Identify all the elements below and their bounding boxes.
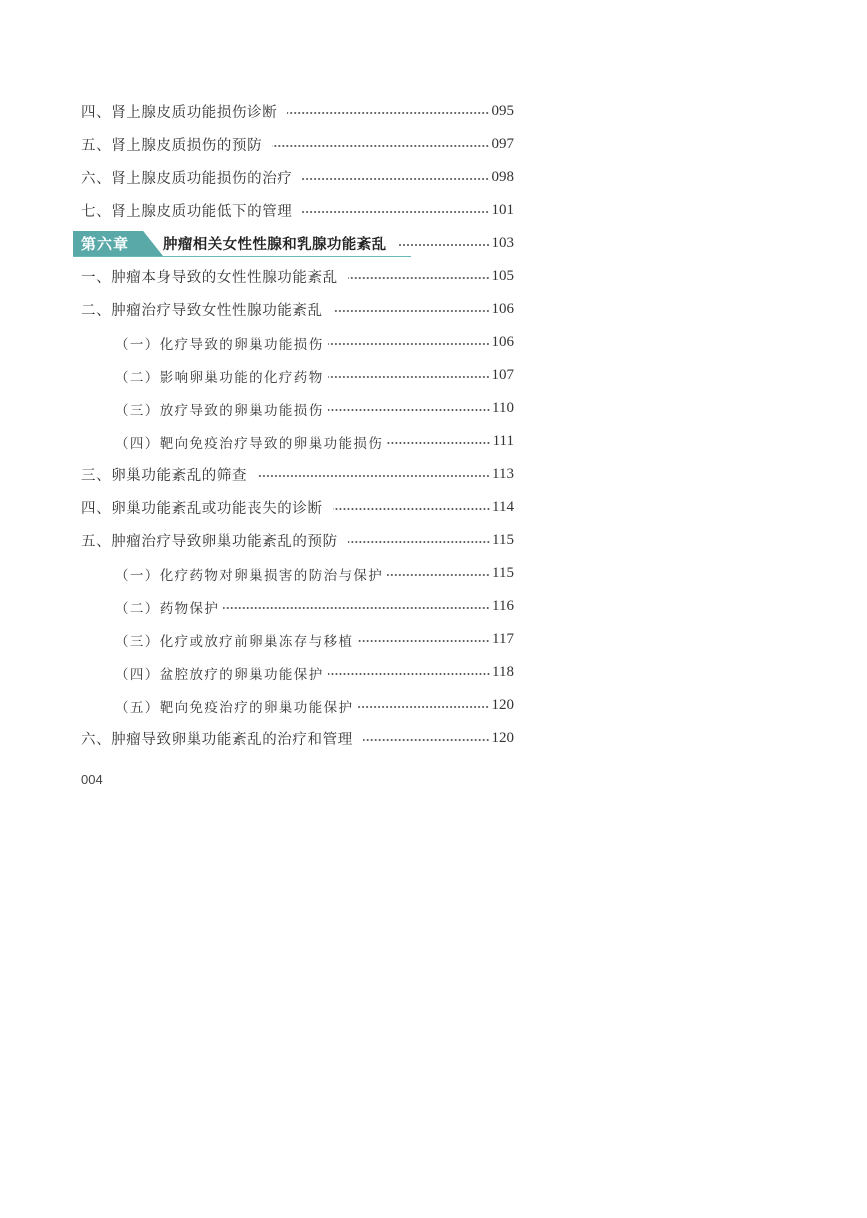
toc-subentry-title: （一）化疗导致的卵巢功能损伤 [115,336,324,353]
toc-entry-page: 106 [491,301,514,317]
dot-leader [387,442,490,444]
toc-subentry[interactable] [81,392,514,425]
toc-entry-page: 114 [492,499,514,515]
dot-leader [357,706,489,708]
toc-subentry[interactable] [81,590,514,623]
toc-entry-title: 四、肾上腺皮质功能损伤诊断 [81,105,278,121]
dot-leader [348,277,490,279]
toc-entry-page: 101 [491,202,514,218]
toc-entry-page: 095 [491,103,514,119]
toc-chapter-entry[interactable] [81,227,514,260]
dot-leader [387,574,490,576]
toc-entry-title: 三、卵巢功能紊乱的筛查 [81,468,248,484]
toc-entry-title: 六、肾上腺皮质功能损伤的治疗 [81,171,293,187]
dot-leader [328,673,490,675]
toc-subentry[interactable] [81,623,514,656]
toc-entry-page: 117 [492,631,514,647]
toc-entry-title: 四、卵巢功能紊乱或功能丧失的诊断 [81,501,323,517]
toc-entry-page: 097 [491,136,514,152]
toc-entry[interactable] [81,458,514,491]
toc-entry[interactable] [81,128,514,161]
chapter-number-label: 第六章 [81,235,130,253]
dot-leader [302,211,489,213]
page-number: 004 [81,772,103,787]
toc-entry-page: 107 [491,367,514,383]
toc-subentry[interactable] [81,656,514,689]
toc-entry[interactable] [81,194,514,227]
dot-leader [328,409,490,411]
toc-entry-page: 120 [491,697,514,713]
toc-subentry[interactable] [81,557,514,590]
toc-entry-page: 113 [492,466,514,482]
table-of-contents [81,95,514,755]
dot-leader [257,475,490,477]
toc-entry-page: 106 [491,334,514,350]
toc-entry[interactable] [81,722,514,755]
dot-leader [302,178,489,180]
toc-subentry-title: （二）影响卵巢功能的化疗药物 [115,369,324,386]
toc-entry-page: 115 [492,532,514,548]
dot-leader [357,640,490,642]
dot-leader [328,376,490,378]
toc-entry-title: 五、肾上腺皮质损伤的预防 [81,138,263,154]
toc-subentry-title: （四）靶向免疫治疗导致的卵巢功能损伤 [115,435,384,452]
toc-subentry[interactable] [81,359,514,392]
toc-entry-page: 098 [491,169,514,185]
toc-entry[interactable] [81,161,514,194]
toc-subentry-title: （一）化疗药物对卵巢损害的防治与保护 [115,567,384,584]
toc-entry-page: 116 [492,598,514,614]
toc-subentry-title: （二）药物保护 [115,600,220,617]
toc-subentry-title: （三）放疗导致的卵巢功能损伤 [115,402,324,419]
dot-leader [363,739,490,741]
dot-leader [333,310,490,312]
toc-subentry-title: （四）盆腔放疗的卵巢功能保护 [115,666,324,683]
chapter-title: 肿瘤相关女性性腺和乳腺功能紊乱 [163,237,387,253]
toc-entry[interactable] [81,491,514,524]
toc-subentry[interactable] [81,326,514,359]
toc-entry-page: 118 [492,664,514,680]
toc-entry[interactable] [81,293,514,326]
toc-entry-page: 115 [492,565,514,581]
toc-entry[interactable] [81,95,514,128]
toc-entry-page: 105 [491,268,514,284]
toc-entry-title: 六、肿瘤导致卵巢功能紊乱的治疗和管理 [81,732,353,748]
toc-entry-title: 七、肾上腺皮质功能低下的管理 [81,204,293,220]
toc-subentry[interactable] [81,425,514,458]
toc-entry-title: 二、肿瘤治疗导致女性性腺功能紊乱 [81,303,323,319]
toc-subentry-title: （五）靶向免疫治疗的卵巢功能保护 [115,699,354,716]
toc-entry[interactable] [81,260,514,293]
dot-leader [333,508,490,510]
dot-leader [397,244,490,246]
toc-entry-page: 103 [491,235,514,251]
dot-leader [287,112,489,114]
toc-entry-page: 120 [491,730,514,746]
dot-leader [272,145,489,147]
toc-entry[interactable] [81,524,514,557]
toc-entry-page: 111 [492,433,514,449]
toc-subentry[interactable] [81,689,514,722]
dot-leader [328,343,490,345]
toc-entry-title: 五、肿瘤治疗导致卵巢功能紊乱的预防 [81,534,338,550]
toc-entry-page: 110 [492,400,514,416]
dot-leader [348,541,490,543]
toc-entry-title: 一、肿瘤本身导致的女性性腺功能紊乱 [81,270,338,286]
toc-subentry-title: （三）化疗或放疗前卵巢冻存与移植 [115,633,354,650]
dot-leader [223,607,490,609]
